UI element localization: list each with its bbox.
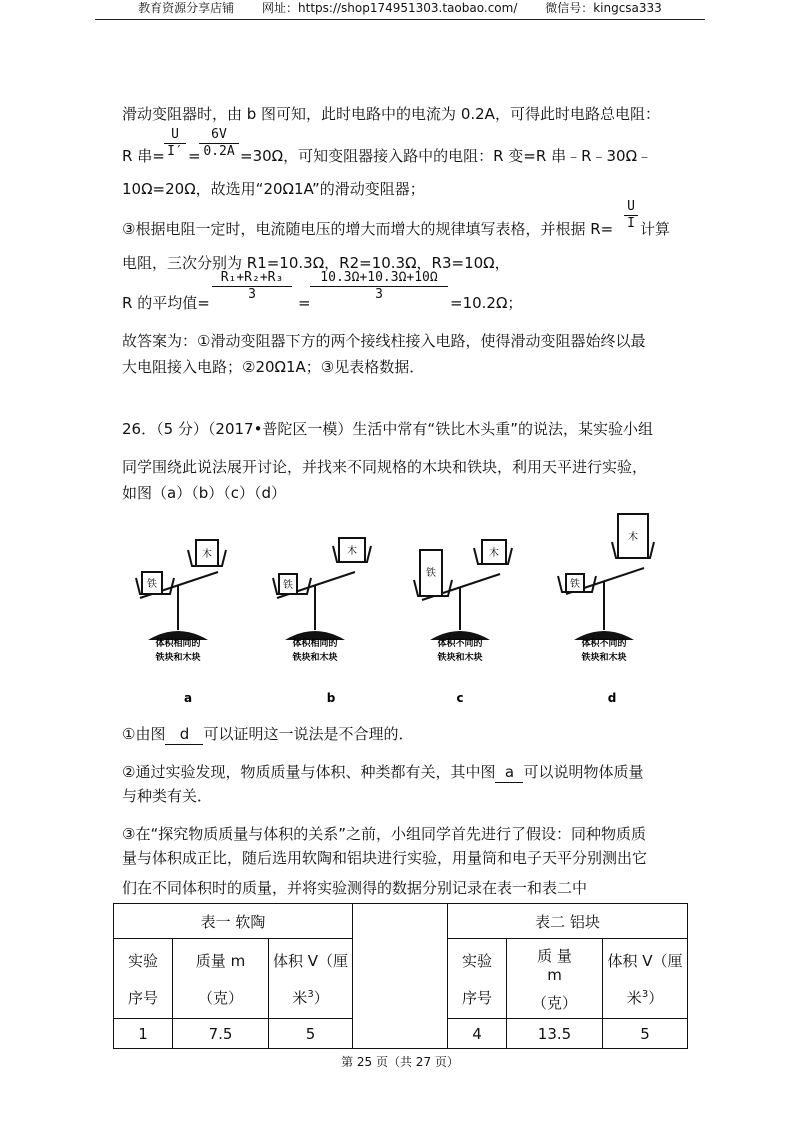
table-cell: 1 <box>114 1019 173 1049</box>
table-cell: 4 <box>448 1019 507 1049</box>
header-exp-no: 实验 序号 <box>114 939 173 1019</box>
caption-d-line2: 铁块和木块 <box>581 653 627 663</box>
shop-name: 教育资源分享店铺 <box>138 1 235 15</box>
text-line: 计算 <box>640 220 671 238</box>
text-line: 电阻，三次分别为 R1=10.3Ω，R2=10.3Ω，R3=10Ω， <box>122 254 510 272</box>
wechat-id: 微信号：kingcsa333 <box>545 1 662 15</box>
text-line: =10.2Ω； <box>450 294 523 312</box>
iron-label: 铁 <box>426 568 436 579</box>
text-line: =30Ω，可知变阻器接入路中的电阻：R 变=R 串﹣R﹣30Ω﹣ <box>240 147 653 165</box>
data-table <box>113 903 688 1049</box>
answer-blank-1: d <box>165 724 203 745</box>
table-cell: 7.5 <box>173 1019 269 1049</box>
figure-label-a: a <box>183 691 193 705</box>
answer-line: ①由图 d 可以证明这一说法是不合理的． <box>122 725 414 743</box>
wood-label: 木 <box>489 548 499 559</box>
header-mass: 质量 m （克） <box>173 939 269 1019</box>
formula-line: R 串= <box>122 147 165 165</box>
balance-figure <box>118 510 688 710</box>
table-cell: 5 <box>603 1019 688 1049</box>
iron-label: 铁 <box>570 579 580 590</box>
iron-label: 铁 <box>283 580 293 591</box>
balance-c <box>414 540 512 705</box>
caption-c-line1: 体积不同的 <box>437 639 483 649</box>
answer-line: ③在“探究物质质量与体积的关系”之前，小组同学首先进行了假设：同种物质质 <box>122 825 646 843</box>
figure-label-b: b <box>326 691 336 705</box>
answer-line: 与种类有关． <box>122 787 213 805</box>
caption-a-line2: 铁块和木块 <box>155 653 201 663</box>
table2-title: 表二 铝块 <box>448 904 688 939</box>
iron-label: 铁 <box>147 579 157 590</box>
text-line: 故答案为：①滑动变阻器下方的两个接线柱接入电路，使得滑动变阻器始终以最 <box>122 332 646 350</box>
figure-label-d: d <box>607 691 617 705</box>
header-volume: 体积 V（厘 米$^3$） <box>269 939 353 1019</box>
question-line: 同学围绕此说法展开讨论，并找来不同规格的木块和铁块，利用天平进行实验， <box>122 458 648 476</box>
fraction: $\frac{U}{I}$ <box>624 199 638 232</box>
caption-c-line2: 铁块和木块 <box>437 653 483 663</box>
header-exp-no: 实验 序号 <box>448 939 507 1019</box>
caption-d-line1: 体积不同的 <box>581 639 627 649</box>
answer-line: ②通过实验发现，物质质量与体积、种类都有关，其中图 a 可以说明物体质量 <box>122 763 644 781</box>
answer-blank-2: a <box>495 762 523 783</box>
table1-title: 表一 软陶 <box>114 904 353 939</box>
formula-line: R 的平均值= <box>122 294 210 312</box>
text-line: ③根据电阻一定时，电流随电压的增大而增大的规律填写表格，并根据 R= <box>122 220 614 238</box>
table-gap-cell <box>353 904 448 1049</box>
wood-label: 木 <box>347 546 357 557</box>
caption-a-line1: 体积相同的 <box>155 639 201 649</box>
text-line: 滑动变阻器时，由 b 图可知，此时电路中的电流为 0.2A，可得此时电路总电阻： <box>122 105 660 123</box>
question-line: 如图（a）（b）（c）（d） <box>122 484 286 502</box>
fraction: $\frac{6V}{0.2A}$ <box>199 127 239 160</box>
fraction: $\frac{U}{I'}$ <box>164 127 186 160</box>
fraction: $\frac{10.3\Omega+10.3\Omega+10\Omega}{3}$ <box>310 270 448 303</box>
shop-url: 网址：https://shop174951303.taobao.com/ <box>262 1 518 15</box>
balance-a <box>136 540 226 705</box>
wood-label: 木 <box>628 532 638 543</box>
answer-line: 量与体积成正比，随后选用软陶和铝块进行实验，用量筒和电子天平分别测出它 <box>122 849 648 867</box>
table-cell: 5 <box>269 1019 353 1049</box>
answer-line: 们在不同体积时的质量，并将实验测得的数据分别记录在表一和表二中 <box>122 879 588 897</box>
header-mass: 质 量 m （克） <box>507 939 603 1019</box>
equals-sign: = <box>298 294 311 312</box>
caption-b-line1: 体积相同的 <box>292 639 338 649</box>
page-header <box>95 0 705 20</box>
caption-b-line2: 铁块和木块 <box>292 653 338 663</box>
wood-label: 木 <box>202 549 212 560</box>
balance-d <box>558 514 654 705</box>
figure-label-c: c <box>456 691 464 705</box>
fraction: $\frac{\text{R₁+R₂+R₃}}{3}$ <box>212 270 292 303</box>
balance-b <box>273 538 371 705</box>
text-line: 大电阻接入电路；②20Ω1A；③见表格数据． <box>122 358 425 376</box>
text-line: 10Ω=20Ω，故选用“20Ω1A”的滑动变阻器； <box>122 180 425 198</box>
equals-sign: = <box>188 147 201 165</box>
question-line: 26．（5 分）（2017•普陀区一模）生活中常有“铁比木头重”的说法，某实验小组 <box>122 420 653 438</box>
page-footer: 第 25 页（共 27 页） <box>341 1055 459 1069</box>
header-volume: 体积 V（厘 米$^3$） <box>603 939 688 1019</box>
table-cell: 13.5 <box>507 1019 603 1049</box>
